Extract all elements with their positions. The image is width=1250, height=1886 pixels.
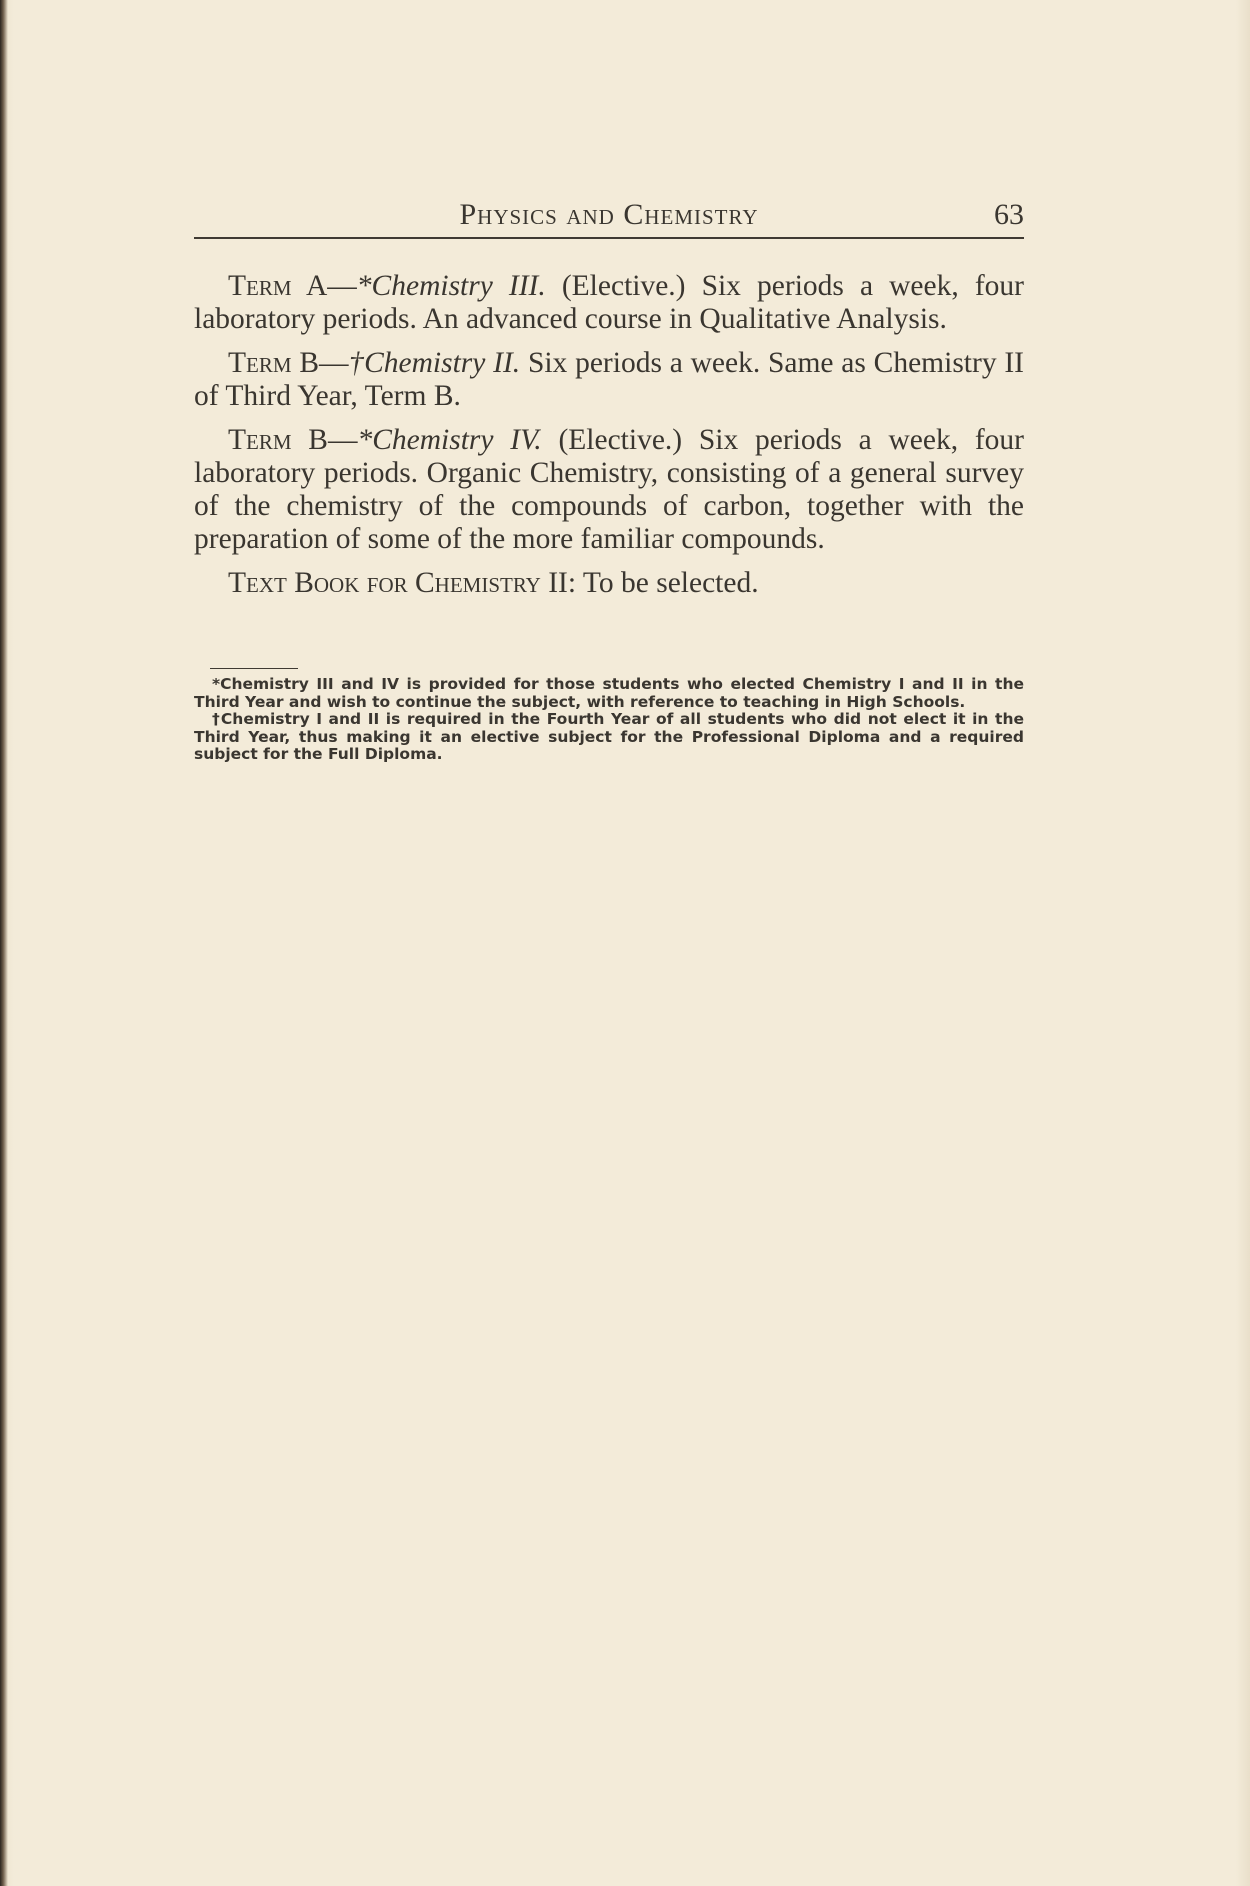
paragraph-text-book: [194, 567, 1024, 600]
term-suffix: B—: [291, 347, 349, 379]
paragraph-text: Six periods a week. Same as Chemistry II of Third Year, Term B.: [194, 347, 1025, 412]
course-title: †Chemistry II.: [348, 347, 521, 379]
footnote-asterisk: *Chemistry III and IV is provided for those students who elected Chemistry I and II in the Third Year and wish to continue the subject, with reference to teaching in High Schools.: [194, 675, 1024, 711]
term-label: Term: [228, 424, 292, 456]
body-text: [194, 270, 1024, 611]
text-book-label: Text Book for Chemistry: [228, 567, 541, 599]
paragraph-chemistry-ii: [194, 347, 1024, 413]
course-title: *Chemistry III.: [356, 270, 546, 302]
term-suffix: A—: [291, 270, 357, 302]
paragraph-text: II: To be selected.: [540, 567, 759, 599]
footnotes: [194, 676, 1024, 764]
paragraph-chemistry-iv: [194, 424, 1024, 556]
paragraph-chemistry-iii: [194, 270, 1024, 336]
footnote-rule: [210, 668, 298, 669]
term-label: Term: [228, 347, 292, 379]
running-title: Physics and Chemistry: [459, 198, 759, 231]
running-head: [194, 198, 1024, 238]
paragraph-text: (Elective.) Six periods a week, four laboratory periods. An advanced course in Qualitative Analysis.: [194, 270, 1024, 335]
page-number: 63: [994, 198, 1024, 231]
term-suffix: B—: [291, 424, 358, 456]
course-title: *Chemistry IV.: [357, 424, 542, 456]
page-binding-edge: [0, 0, 8, 1886]
paragraph-text: (Elective.) Six periods a week, four laboratory periods. Organic Chemistry, consisting of a general survey of the chemistry of the compounds of carbon, together with the preparation of some of the more familiar compounds.: [194, 424, 1024, 555]
footnote-dagger: †Chemistry I and II is required in the Fourth Year of all students who did not elect it in the Third Year, thus making it an elective subject for the Professional Diploma and a required subject for the Full Diploma.: [194, 710, 1024, 763]
header-rule: [194, 237, 1024, 239]
term-label: Term: [228, 270, 292, 302]
